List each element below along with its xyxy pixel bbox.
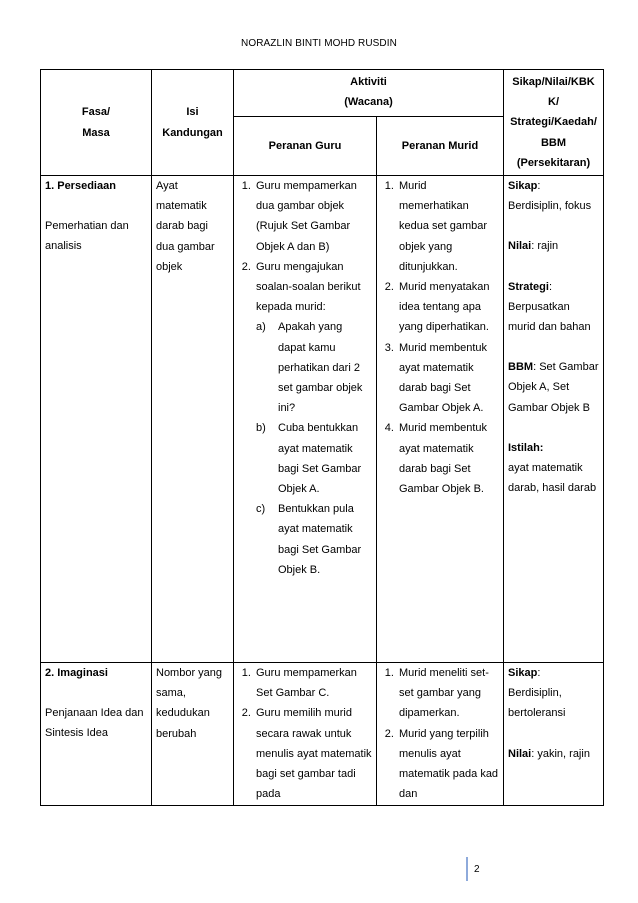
guru-list	[238, 176, 372, 580]
cell-sikap: Sikap: Berdisiplin, fokus Nilai: rajin Strategi: Berpusatkan murid dan bahan BBM: Set Gambar Objek A, Set Gambar Objek B Istilah: ayat matematik darab, hasil darab	[504, 176, 604, 663]
header-peranan-guru: Peranan Guru	[234, 117, 377, 176]
cell-isi: Ayat matematik darab bagi dua gambar objek	[152, 176, 234, 663]
lesson-plan-table	[40, 69, 604, 806]
list-item: 2. Murid yang terpilih menulis ayat matematik pada kad dan	[397, 724, 499, 805]
cell-fasa	[41, 663, 152, 806]
cell-fasa	[41, 176, 152, 663]
cell-peranan-guru	[234, 663, 377, 806]
header-sikap: Sikap/Nilai/KBK K/ Strategi/Kaedah/ BBM (Persekitaran)	[504, 70, 604, 176]
murid-list	[381, 663, 499, 804]
list-item: b) Cuba bentukkan ayat matematik bagi Set Gambar Objek A.	[256, 422, 362, 496]
header-isi: Isi Kandungan	[152, 70, 234, 176]
cell-peranan-guru	[234, 176, 377, 663]
list-item: 1. Murid memerhatikan kedua set gambar objek yang ditunjukkan.	[397, 176, 499, 277]
list-item: 2. Guru mengajukan soalan-soalan berikut kepada murid: a) Apakah yang dapat kamu perhatikan dari 2 set gambar objek ini? b) Cuba bentukkan ayat matematik bagi Set Gambar Objek A. c) Bentukkan pula ayat matematik bagi Set Gambar Objek B.	[254, 257, 372, 580]
list-item: a) Apakah yang dapat kamu perhatikan dari 2 set gambar objek ini?	[256, 321, 363, 415]
fasa-sub: Pemerhatian dan analisis	[45, 220, 129, 253]
header-peranan-murid: Peranan Murid	[377, 117, 504, 176]
header-row-1	[41, 70, 604, 117]
fasa-title: 1. Persediaan	[45, 180, 116, 192]
list-item: 4. Murid membentuk ayat matematik darab bagi Set Gambar Objek B.	[397, 418, 499, 499]
cell-sikap: Sikap: Berdisiplin, bertoleransi Nilai: yakin, rajin	[504, 663, 604, 806]
list-item: c) Bentukkan pula ayat matematik bagi Set Gambar Objek B.	[256, 503, 362, 576]
guru-sublist	[256, 317, 372, 580]
fasa-title: 2. Imaginasi	[45, 667, 108, 679]
fasa-sub: Penjanaan Idea dan Sintesis Idea	[45, 707, 144, 740]
page-header-author: NORAZLIN BINTI MOHD RUSDIN	[241, 38, 397, 49]
cell-isi: Nombor yang sama, kedudukan berubah	[152, 663, 234, 806]
cell-peranan-murid	[377, 176, 504, 663]
list-item: 3. Murid membentuk ayat matematik darab bagi Set Gambar Objek A.	[397, 338, 499, 419]
guru-list	[238, 663, 372, 804]
list-item: 1. Guru mempamerkan Set Gambar C.	[254, 663, 372, 703]
header-aktiviti: Aktiviti (Wacana)	[234, 70, 504, 117]
table-row	[41, 176, 604, 663]
list-item: 1. Guru mempamerkan dua gambar objek (Rujuk Set Gambar Objek A dan B)	[254, 176, 372, 257]
header-fasa: Fasa/ Masa	[41, 70, 152, 176]
footer-divider	[466, 857, 468, 881]
list-item: 1. Murid meneliti set-set gambar yang dipamerkan.	[397, 663, 499, 724]
page-number: 2	[474, 864, 480, 875]
murid-list	[381, 176, 499, 499]
cell-peranan-murid	[377, 663, 504, 806]
table-row	[41, 663, 604, 806]
list-item: 2. Guru memilih murid secara rawak untuk menulis ayat matematik bagi set gambar tadi pada	[254, 703, 372, 804]
list-item: 2. Murid menyatakan idea tentang apa yang diperhatikan.	[397, 277, 499, 338]
